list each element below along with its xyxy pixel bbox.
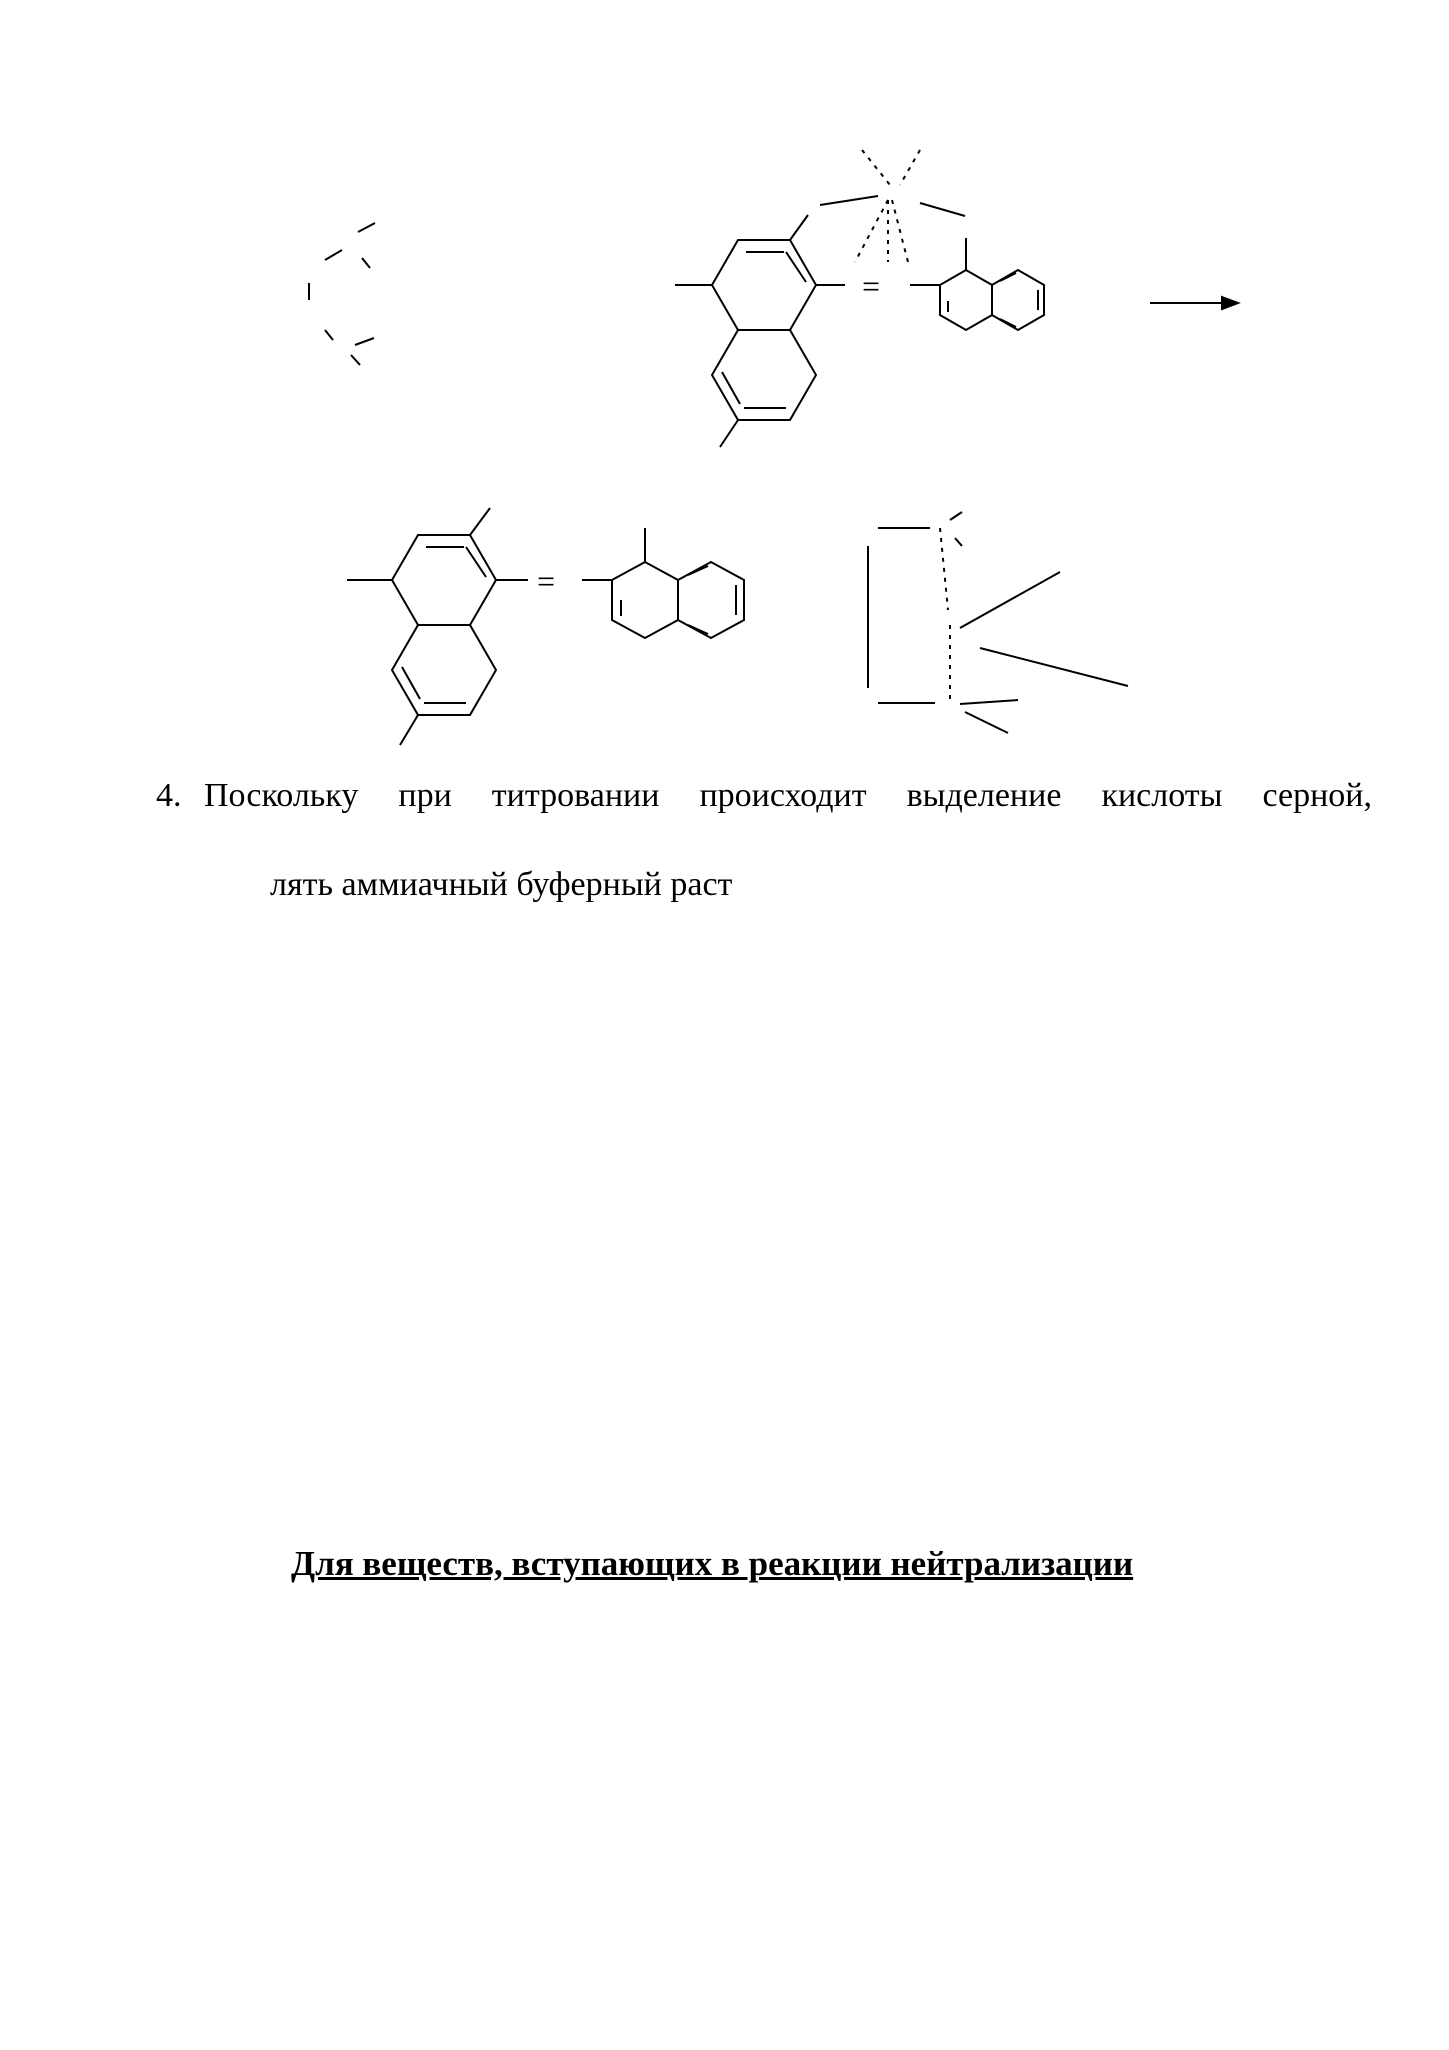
trimethylnaphthalene-product xyxy=(347,508,528,745)
paragraph-text-line-2: лять аммиачный буферный раст xyxy=(270,866,733,903)
left-fragment xyxy=(309,223,375,365)
equals-sign-2: = xyxy=(537,563,556,599)
coordination-fragment-bottom xyxy=(868,512,1128,733)
methylnaphthalene xyxy=(910,238,1044,330)
paragraph-text-line-1: Поскольку при титровании происходит выделение кислоты серной, xyxy=(204,777,1372,814)
methylnaphthalene-product xyxy=(582,528,744,638)
reaction-arrow xyxy=(1150,297,1238,309)
equals-sign-1: = xyxy=(862,268,881,304)
reaction-scheme-bottom xyxy=(0,460,1449,750)
trimethylnaphthalene xyxy=(675,215,845,447)
list-number: 4. xyxy=(156,777,182,814)
reaction-scheme-top xyxy=(0,0,1449,460)
numbered-paragraph-line-1 xyxy=(156,776,1372,816)
coordination-fragment-top xyxy=(820,150,965,262)
section-heading: Для веществ, вступающих в реакции нейтрализации xyxy=(291,1544,1134,1583)
